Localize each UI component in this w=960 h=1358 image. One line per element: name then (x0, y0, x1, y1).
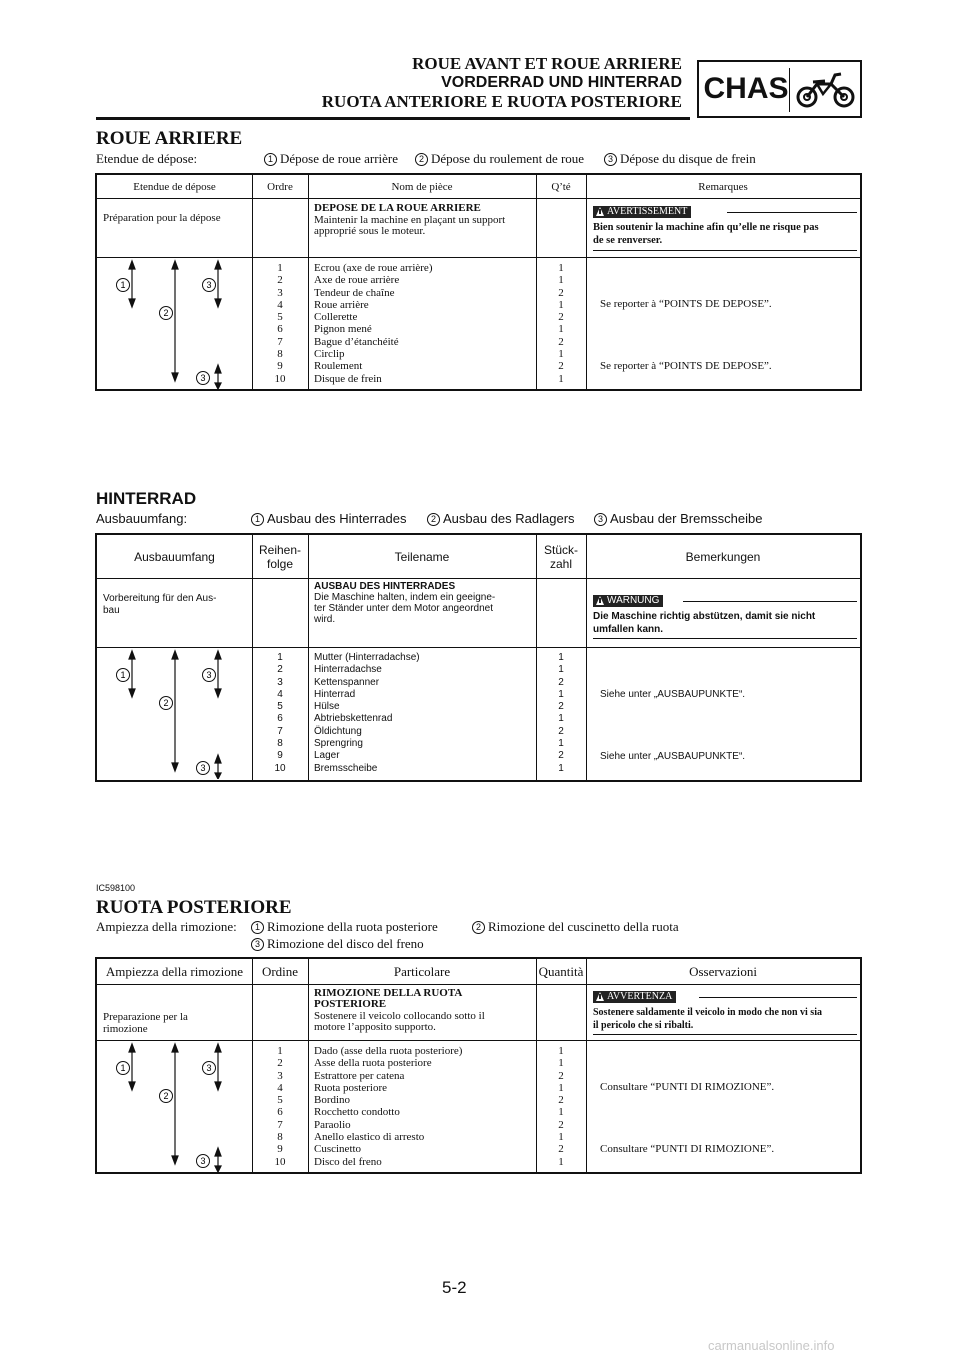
removal-diagram-de (115, 649, 235, 779)
warning-text-de: Die Maschine richtig abstützen, damit sie nicht umfallen kann. (593, 611, 816, 635)
table-header-de (97, 535, 860, 579)
section-title-fr: ROUE ARRIERE (96, 128, 243, 149)
remark-fr-1: Se reporter à “POINTS DE DEPOSE”. (600, 298, 772, 310)
warning-badge-fr: AVERTISSEMENT (593, 206, 691, 218)
table-header-it (97, 959, 860, 985)
col-qty-de: Stück- zahl (543, 542, 578, 571)
watermark: carmanualsonline.info (708, 1338, 835, 1353)
col-remarks-de: Bemerkungen (685, 549, 761, 564)
scope-item-it-1: 1 Rimozione della ruota posteriore (251, 919, 438, 935)
operation-text-fr: Maintenir la machine en plaçant un support approprié sous le moteur. (314, 214, 506, 237)
col-order-de: Reihen- folge (258, 542, 302, 571)
section-title-de: HINTERRAD (96, 489, 197, 508)
table-it (95, 957, 862, 1174)
operation-title-it: RIMOZIONE DELLA RUOTA POSTERIORE (314, 987, 463, 1010)
warning-text-fr: Bien soutenir la machine afin qu’elle ne risque pas de se renverser. (593, 222, 819, 246)
svg-text:2: 2 (163, 1091, 169, 1101)
operation-title-de: AUSBAU DES HINTERRADES (314, 581, 456, 592)
order-list-it: 1 2 3 4 5 6 7 8 9 10 (274, 1045, 286, 1168)
section-title-it: RUOTA POSTERIORE (96, 897, 292, 918)
badge-separator (789, 68, 790, 112)
remark-it-1: Consultare “PUNTI DI RIMOZIONE”. (600, 1081, 775, 1093)
removal-diagram-fr (115, 259, 235, 389)
section-code-it: IC598100 (96, 883, 136, 893)
scope-de (96, 511, 866, 527)
svg-text:1: 1 (120, 1063, 126, 1073)
order-list-fr: 1 2 3 4 5 6 7 8 9 10 (274, 262, 286, 385)
table-de (95, 533, 862, 782)
qty-list-de: 1 1 2 1 2 1 2 1 2 1 (558, 652, 564, 774)
scope-label-fr: Etendue de dépose: (96, 151, 198, 166)
svg-text:3: 3 (206, 1063, 212, 1073)
col-scope-de: Ausbauumfang (134, 549, 215, 564)
warning-fr (593, 206, 857, 251)
operation-text-de: Die Maschine halten, indem ein geeigne- ter Ständer unter dem Motor angeordnet wird. (314, 592, 496, 625)
scope-item-fr-2: 2 Dépose du roulement de roue (415, 151, 584, 167)
parts-list-it: Dado (asse della ruota posteriore) Asse della ruota posteriore Estrattore per catena Ruota posteriore Bordino Rocchetto condotto Paraolio Anello elastico di arresto Cuscinetto Disco del freno (314, 1045, 463, 1168)
table-fr (95, 173, 862, 391)
svg-text:2: 2 (163, 698, 169, 708)
parts-list-fr: Ecrou (axe de roue arrière) Axe de roue arrière Tendeur de chaîne Roue arrière Collerette Pignon mené Bague d’étanchéité Circlip Roulement Disque de frein (314, 262, 433, 385)
warning-it (593, 991, 857, 1035)
svg-text:3: 3 (206, 670, 212, 680)
page-number: 5-2 (442, 1278, 467, 1297)
header-rule (96, 117, 690, 120)
qty-list-fr: 1 1 2 1 2 1 2 1 2 1 (558, 262, 564, 385)
page-header (260, 54, 682, 111)
qty-list-it: 1 1 2 1 2 1 2 1 2 1 (558, 1045, 564, 1168)
prep-label-it: Preparazione per la rimozione (103, 1011, 188, 1035)
motorcycle-icon (795, 70, 857, 110)
col-scope-fr: Etendue de dépose (133, 180, 216, 193)
svg-text:1: 1 (120, 280, 126, 290)
operation-text-it: Sostenere il veicolo collocando sotto il motore l’apposito supporto. (314, 1010, 485, 1033)
svg-text:3: 3 (200, 1156, 206, 1166)
order-list-de: 1 2 3 4 5 6 7 8 9 10 (274, 652, 286, 774)
col-qty-it: Quantità (538, 963, 584, 979)
prep-label-de: Vorbereitung für den Aus- bau (103, 593, 217, 616)
remark-de-1: Siehe unter „AUSBAUPUNKTE“. (600, 689, 746, 700)
parts-list-de: Mutter (Hinterradachse) Hinterradachse Kettenspanner Hinterrad Hülse Abtriebskettenrad Öldichtung Sprengring Lager Bremsscheibe (314, 652, 420, 774)
svg-text:1: 1 (120, 670, 126, 680)
scope-item-it-2: 2 Rimozione del cuscinetto della ruota (472, 919, 679, 935)
removal-diagram-it (115, 1042, 235, 1172)
scope-item-fr-3: 3 Dépose du disque de frein (604, 151, 756, 167)
scope-item-de-1: 1 Ausbau des Hinterrades (251, 511, 406, 526)
col-remarks-it: Osservazioni (689, 963, 757, 979)
col-order-fr: Ordre (267, 180, 293, 193)
scope-label-it: Ampiezza della rimozione: (96, 919, 237, 934)
prep-label-fr: Préparation pour la dépose (103, 212, 221, 224)
scope-fr (96, 151, 866, 167)
remark-it-2: Consultare “PUNTI DI RIMOZIONE”. (600, 1143, 775, 1155)
warning-badge-it: AVVERTENZA (593, 991, 676, 1003)
warning-text-it: Sostenere saldamente il veicolo in modo che non vi sia il pericolo che si ribalti. (593, 1007, 822, 1031)
scope-item-it-3: 3 Rimozione del disco del freno (251, 936, 424, 952)
remark-de-2: Siehe unter „AUSBAUPUNKTE“. (600, 751, 746, 762)
svg-text:3: 3 (200, 373, 206, 383)
header-title-it: RUOTA ANTERIORE E RUOTA POSTERIORE (321, 92, 682, 111)
col-qty-fr: Q’té (551, 180, 571, 193)
table-header-fr (97, 175, 860, 199)
header-title-de: VORDERRAD UND HINTERRAD (441, 74, 682, 91)
operation-title-fr: DEPOSE DE LA ROUE ARRIERE (314, 202, 481, 214)
scope-item-de-2: 2 Ausbau des Radlagers (427, 511, 575, 526)
svg-text:3: 3 (206, 280, 212, 290)
header-title-fr: ROUE AVANT ET ROUE ARRIERE (412, 54, 682, 73)
svg-text:2: 2 (163, 308, 169, 318)
chapter-badge (697, 60, 862, 118)
scope-item-de-3: 3 Ausbau der Bremsscheibe (594, 511, 762, 526)
remark-fr-2: Se reporter à “POINTS DE DEPOSE”. (600, 360, 772, 372)
warning-de (593, 595, 857, 640)
warning-badge-de: WARNUNG (593, 595, 663, 607)
col-part-de: Teilename (394, 549, 450, 564)
col-remarks-fr: Remarques (698, 180, 748, 193)
scope-item-fr-1: 1 Dépose de roue arrière (264, 151, 398, 167)
chapter-badge-label: CHAS (703, 72, 789, 105)
scope-label-de: Ausbauumfang: (96, 511, 188, 526)
col-part-fr: Nom de pièce (391, 180, 453, 193)
scope-it (96, 919, 866, 953)
col-order-it: Ordine (261, 963, 299, 979)
col-scope-it: Ampiezza della rimozione (105, 963, 244, 979)
col-part-it: Particolare (393, 963, 451, 979)
svg-text:3: 3 (200, 763, 206, 773)
